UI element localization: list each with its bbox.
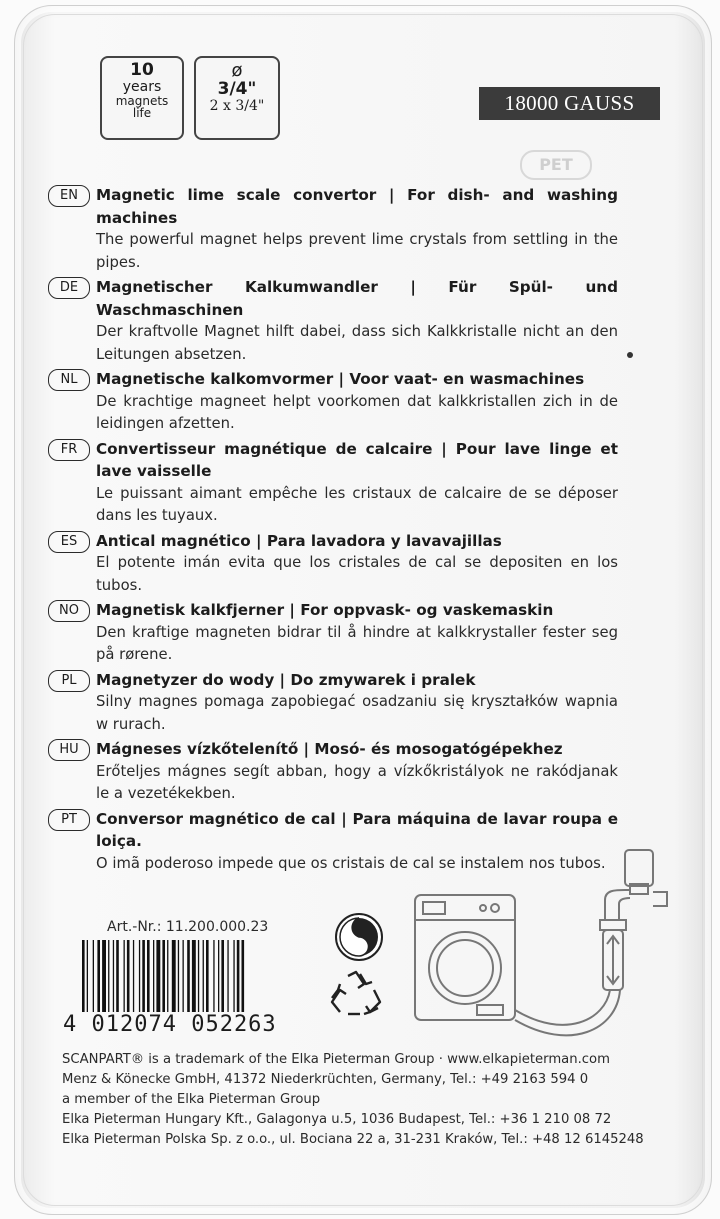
entry-title: Magnetischer Kalkumwandler | Für Spül- und Waschmaschinen <box>96 278 618 319</box>
footer-line: a member of the Elka Pieterman Group <box>62 1092 321 1107</box>
magnet-life-badge <box>100 56 184 140</box>
entry-no <box>48 599 618 667</box>
printed-dot <box>627 352 633 358</box>
life-line2: life <box>132 106 152 121</box>
entry-es <box>48 530 618 598</box>
barcode <box>82 940 312 1012</box>
life-years-number: 10 <box>130 60 154 80</box>
language-code-pt: PT <box>48 809 90 831</box>
gauss-label: 18000 GAUSS <box>479 87 660 120</box>
footer-line: Elka Pieterman Hungary Kft., Galagonya u.5, 1036 Budapest, Tel.: +36 1 210 08 72 <box>62 1112 612 1127</box>
entry-description: O imã poderoso impede que os cristais de cal se instalem nos tubos. <box>96 854 606 872</box>
entry-description: Le puissant aimant empêche les cristaux de calcaire de se déposer dans les tuyaux. <box>96 484 618 524</box>
entry-title: Convertisseur magnétique de calcaire | Pour lave linge et lave vaisselle <box>96 439 618 480</box>
entry-title: Antical magnético | Para lavadora y lavavajillas <box>96 531 502 550</box>
entry-title: Conversor magnético de cal | Para máquina de lavar roupa e loiça. <box>96 809 618 850</box>
diameter-icon: ø <box>231 60 243 81</box>
life-years-unit: years <box>122 78 162 95</box>
life-line1: magnets <box>115 93 169 108</box>
footer-line: Elka Pieterman Polska Sp. z o.o., ul. Bociana 22 a, 31-231 Kraków, Tel.: +48 12 6145248 <box>62 1132 644 1147</box>
footer-line: SCANPART® is a trademark of the Elka Pieterman Group · www.elkapieterman.com <box>62 1052 610 1067</box>
entry-description: De krachtige magneet helpt voorkomen dat kalkkristallen zich in de leidingen afzetten. <box>96 392 618 432</box>
entry-title: Mágneses vízkőtelenítő | Mosó- és mosogatógépekhez <box>96 740 563 758</box>
pipe-size-sub: 2 x 3/4" <box>209 97 265 114</box>
language-code-de: DE <box>48 277 90 299</box>
washing-machine-illustration <box>405 840 685 1050</box>
entry-title: Magnetisk kalkfjerner | For oppvask- og vaskemaskin <box>96 601 554 619</box>
footer-line: Menz & Könecke GmbH, 41372 Niederkrüchten, Germany, Tel.: +49 2163 594 0 <box>62 1072 589 1087</box>
pipe-size-badge <box>194 56 280 140</box>
entry-hu <box>48 738 618 806</box>
entry-description: Den kraftige magneten bidrar til å hindre at kalkkrystaller fester seg på rørene. <box>96 623 618 663</box>
language-code-no: NO <box>48 600 90 622</box>
entry-description: El potente imán evita que los cristales de cal se depositen en los tubos. <box>96 554 618 594</box>
barcode-digits: 4 012074 052263 <box>63 1012 277 1037</box>
entry-fr <box>48 438 618 528</box>
entry-en <box>48 184 618 274</box>
article-number: Art.-Nr.: 11.200.000.23 <box>107 919 269 935</box>
entry-description: The powerful magnet helps prevent lime crystals from settling in the pipes. <box>96 231 618 271</box>
entry-description: Erőteljes mágnes segít abban, hogy a vízkőkristályok ne rakódjanak le a vezetékekben. <box>96 762 618 802</box>
language-code-fr: FR <box>48 439 90 461</box>
language-code-es: ES <box>48 531 90 553</box>
entry-nl <box>48 368 618 436</box>
recycling-icon <box>330 968 382 1018</box>
company-footer <box>62 1050 682 1150</box>
entry-title: Magnetic lime scale convertor | For dish- and washing machines <box>96 186 618 227</box>
entry-de <box>48 276 618 366</box>
language-code-hu: HU <box>48 739 90 761</box>
pet-recycling-mark: PET <box>520 150 592 180</box>
language-code-pl: PL <box>48 670 90 692</box>
entry-description: Silny magnes pomaga zapobiegać osadzaniu się kryształków wapnia w rurach. <box>96 693 618 733</box>
pipe-size-value: 3/4" <box>217 78 257 99</box>
entry-pl <box>48 669 618 737</box>
entry-title: Magnetyzer do wody | Do zmywarek i pralek <box>96 670 476 689</box>
entry-description: Der kraftvolle Magnet hilft dabei, dass sich Kalkkristalle nicht an den Leitungen absetzen. <box>96 323 618 363</box>
green-dot-icon <box>334 912 384 962</box>
language-code-nl: NL <box>48 369 90 391</box>
entry-title: Magnetische kalkomvormer | Voor vaat- en wasmachines <box>96 370 585 388</box>
language-code-en: EN <box>48 185 90 207</box>
language-entries <box>48 184 618 877</box>
